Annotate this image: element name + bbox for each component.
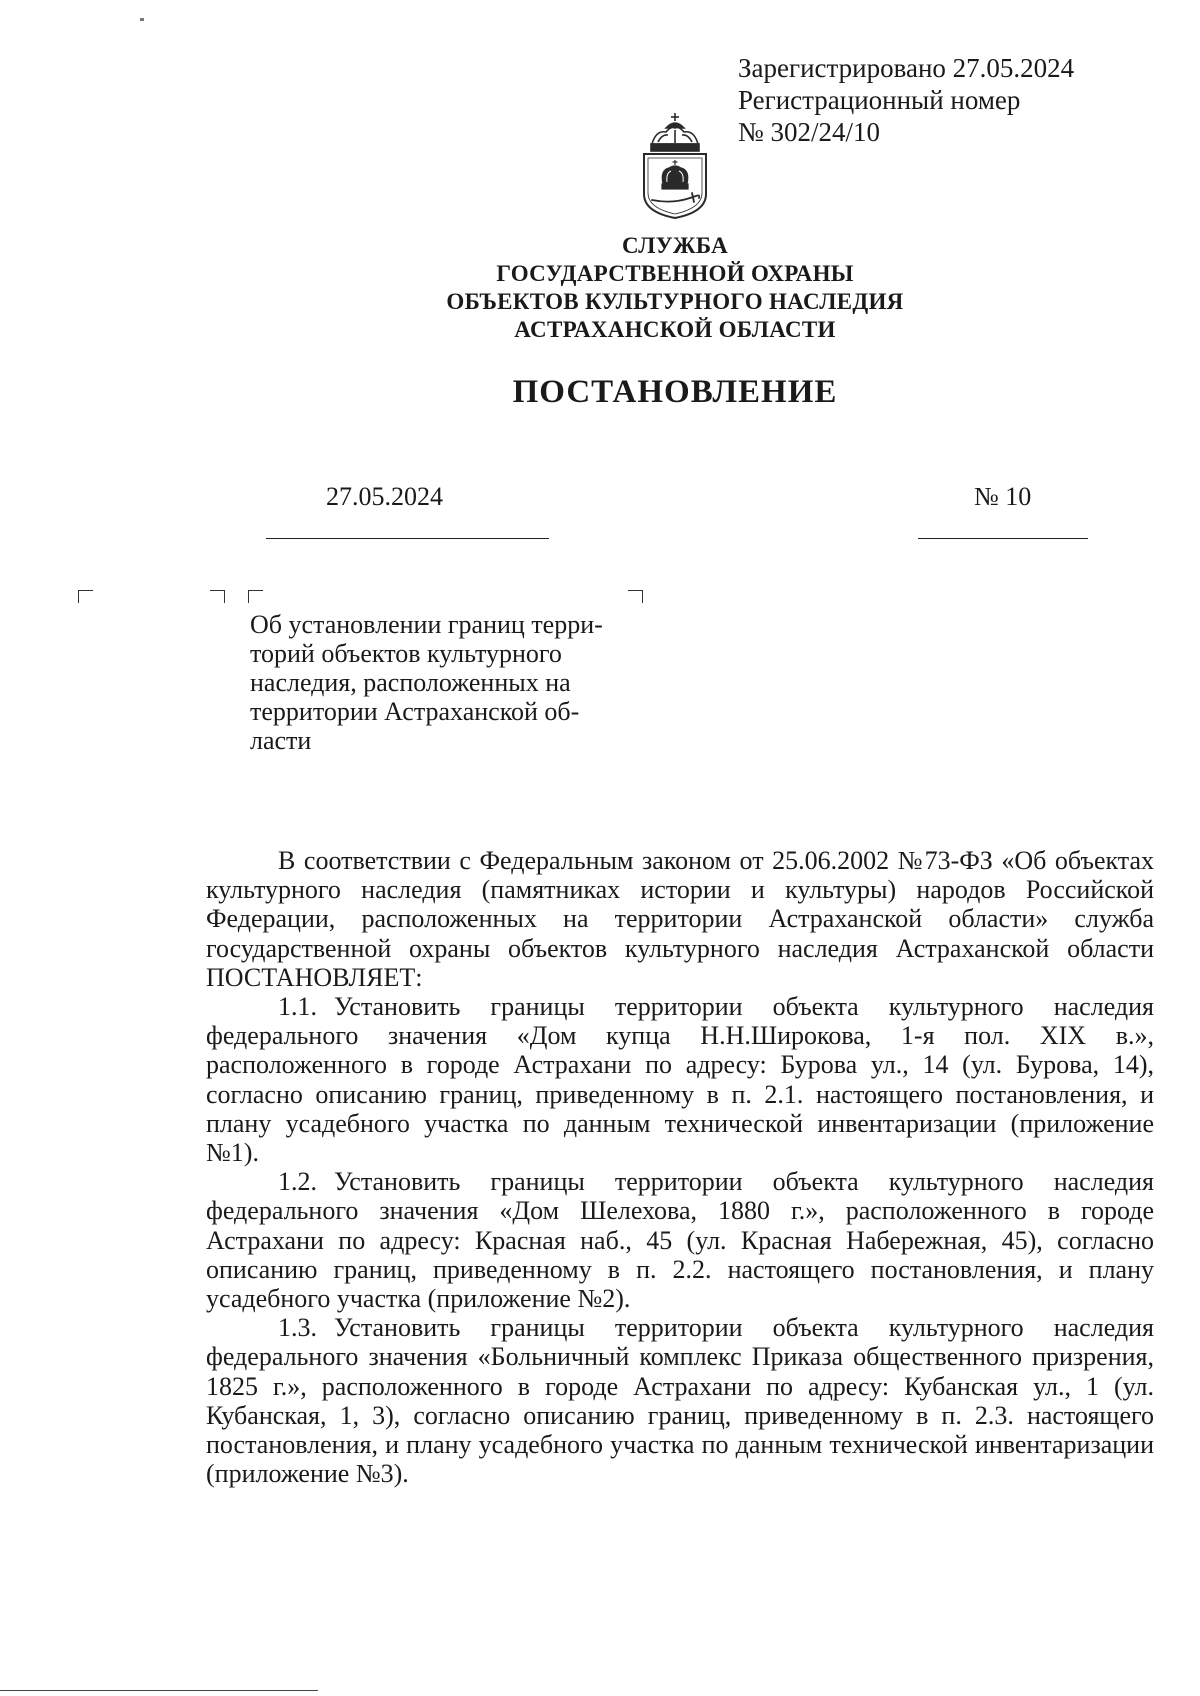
footer-rule (0, 1690, 318, 1691)
agency-line-4: АСТРАХАНСКОЙ ОБЛАСТИ (514, 317, 836, 342)
agency-name (300, 232, 1050, 344)
subject-line-4: территории Астраханской об- (250, 697, 580, 726)
subject-corner-mark-right (628, 590, 643, 603)
registration-date: Зарегистрировано 27.05.2024 (738, 53, 1075, 83)
resolution-item (206, 1313, 1154, 1488)
registration-stamp (738, 52, 1074, 148)
subject-line-1: Об установлении границ терри- (250, 610, 603, 639)
document-subject (250, 610, 650, 755)
item-number: 1.1. (278, 992, 317, 1022)
astrakhan-coat-of-arms-icon (638, 112, 712, 220)
document-number: № 10 (974, 482, 1032, 511)
item-text: Установить границы территории объекта культурного наследия федерального значения «Больничный комплекс Приказа общественного призрения, 1825 г.», расположенного в городе Астрахани по адресу: Кубанская ул., 1 (ул. Кубанская, 1, 3), согласно описанию границ, приведенному в п. 2.3. настоящего постановления, и плану усадебного участка по данным технической инвентаризации (приложение №3). (206, 1313, 1154, 1489)
registration-label: Регистрационный номер (738, 85, 1021, 115)
subject-line-3: наследия, расположенных на (250, 668, 571, 697)
number-underline (918, 538, 1088, 539)
margin-corner-mark (78, 590, 93, 603)
subject-line-5: ласти (250, 726, 312, 755)
resolution-item (206, 992, 1154, 1167)
date-underline (266, 538, 549, 539)
document-type-title: ПОСТАНОВЛЕНИЕ (512, 374, 838, 410)
item-number: 1.3. (278, 1313, 317, 1343)
agency-line-1: СЛУЖБА (621, 233, 729, 258)
item-number: 1.2. (278, 1167, 317, 1197)
resolution-item (206, 1167, 1154, 1313)
item-text: Установить границы территории объекта культурного наследия федерального значения «Дом купца Н.Н.Широкова, 1-я пол. XIX в.», расположенного в городе Астрахани по адресу: Бурова ул., 14 (ул. Бурова, 14), согласно описанию границ, приведенному в п. 2.1. настоящего постановления, и плану усадебного участка по данным технической инвентаризации (приложение №1). (206, 992, 1154, 1168)
agency-line-3: ОБЪЕКТОВ КУЛЬТУРНОГО НАСЛЕДИЯ (446, 289, 904, 314)
margin-corner-mark (210, 590, 225, 603)
subject-line-2: торий объектов культурного (250, 639, 562, 668)
registration-number: № 302/24/10 (738, 117, 881, 147)
scan-speck (140, 18, 144, 21)
item-text: Установить границы территории объекта культурного наследия федерального значения «Дом Шелехова, 1880 г.», расположенного в городе Астрахани по адресу: Красная наб., 45 (ул. Красная Набережная, 45), согласно описанию границ, приведенному в п. 2.2. настоящего постановления, и плану усадебного участка (приложение №2). (206, 1167, 1154, 1314)
subject-corner-mark-left (248, 590, 263, 603)
agency-line-2: ГОСУДАРСТВЕННОЙ ОХРАНЫ (496, 261, 854, 286)
preamble-paragraph: В соответствии с Федеральным законом от 25.06.2002 №73-ФЗ «Об объектах культурного наследия (памятниках истории и культуры) народов Российской Федерации, расположенных на территории Астраханской области» служба государственной охраны объектов культурного наследия Астраханской области ПОСТАНОВЛЯЕТ: (206, 846, 1154, 992)
document-date: 27.05.2024 (326, 482, 443, 511)
document-body (206, 846, 1154, 1488)
